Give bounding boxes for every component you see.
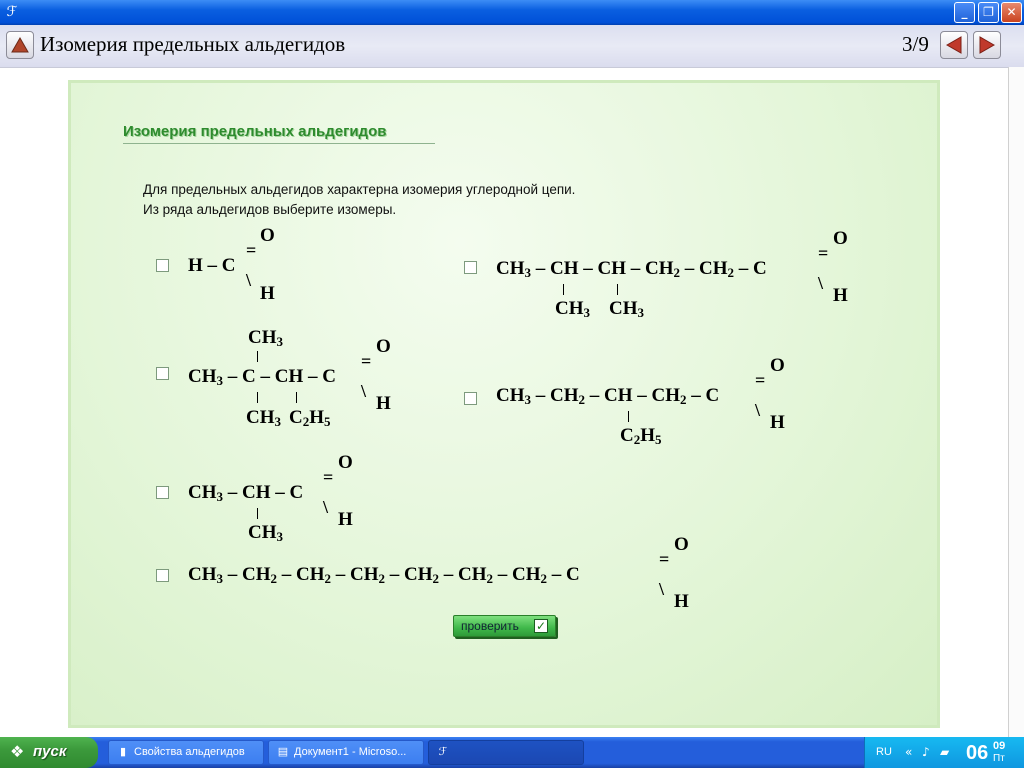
- option-3-branch: $CH_3$: [246, 407, 281, 429]
- branch-bond: [628, 411, 629, 422]
- minimize-button[interactable]: _: [954, 2, 975, 23]
- title-underline: [123, 143, 435, 144]
- option-2-branch: $CH_3$: [609, 298, 644, 320]
- option-4-checkbox[interactable]: [464, 392, 477, 405]
- option-3-top-branch: $CH_3$: [248, 327, 283, 349]
- intro-text: Для предельных альдегидов характерна изомерия углеродной цепи.: [143, 182, 576, 197]
- instruction-text: Из ряда альдегидов выберите изомеры.: [143, 202, 397, 217]
- option-1-formula: H – C: [188, 255, 236, 276]
- option-4-branch: $C_2H_5$: [620, 425, 662, 447]
- branch-bond: [563, 284, 564, 295]
- slide-title: Изомерия предельных альдегидов: [123, 123, 387, 140]
- presentation-header: [0, 25, 1024, 68]
- header-title: Изомерия предельных альдегидов: [40, 32, 346, 56]
- checkmark-icon: ✓: [535, 619, 547, 633]
- single-bond: \: [361, 381, 367, 401]
- branch-bond: [257, 508, 258, 519]
- option-3-oxygen: O: [376, 336, 391, 357]
- window-titlebar: [0, 0, 1024, 25]
- slide-panel: [68, 80, 940, 728]
- branch-bond: [257, 392, 258, 403]
- option-6-oxygen: O: [674, 534, 689, 555]
- check-button-label: проверить: [461, 619, 519, 633]
- page-counter: 3/9: [902, 32, 929, 56]
- language-indicator[interactable]: RU: [876, 746, 892, 758]
- option-1-oxygen: O: [260, 225, 275, 246]
- option-2-checkbox[interactable]: [464, 261, 477, 274]
- triangle-up-icon: [10, 35, 30, 55]
- app-icon: ℱ: [438, 746, 448, 758]
- double-bond: =: [818, 243, 829, 263]
- option-1-checkbox[interactable]: [156, 259, 169, 272]
- option-5-oxygen: O: [338, 452, 353, 473]
- option-6-hydrogen: H: [674, 591, 689, 612]
- option-2-hydrogen: H: [833, 285, 848, 306]
- branch-bond: [257, 351, 258, 362]
- option-5-branch: $CH_3$: [248, 522, 283, 544]
- check-button[interactable]: [453, 615, 556, 637]
- option-4-hydrogen: H: [770, 412, 785, 433]
- option-2-formula: $CH_3$ – CH – CH – $CH_2 - CH_2$ – C: [496, 258, 767, 280]
- task-label: Документ1 - Microso...: [294, 746, 407, 758]
- option-2-oxygen: O: [833, 228, 848, 249]
- flag-icon[interactable]: ▰: [940, 745, 950, 759]
- option-5-checkbox[interactable]: [156, 486, 169, 499]
- taskbar-item-word[interactable]: [268, 740, 424, 765]
- speaker-icon[interactable]: ♪: [922, 745, 930, 759]
- option-3-checkbox[interactable]: [156, 367, 169, 380]
- double-bond: =: [755, 370, 766, 390]
- single-bond: \: [323, 497, 329, 517]
- show-hidden-icons-icon[interactable]: «: [905, 745, 913, 759]
- taskbar-item-folder[interactable]: [108, 740, 264, 765]
- single-bond: \: [818, 273, 824, 293]
- double-bond: =: [361, 351, 372, 371]
- start-label: пуск: [33, 743, 67, 760]
- option-6-checkbox[interactable]: [156, 569, 169, 582]
- option-4-formula: $CH_3 - CH_2$ – CH – $CH_2$ – C: [496, 385, 720, 407]
- next-slide-button[interactable]: [973, 31, 1001, 59]
- option-5-hydrogen: H: [338, 509, 353, 530]
- windows-logo-icon: ❖: [10, 742, 25, 761]
- system-tray: [864, 737, 1024, 768]
- clock-day: Пт: [993, 753, 1005, 764]
- arrow-right-icon: [977, 35, 997, 55]
- option-5-formula: $CH_3$ – CH – C: [188, 482, 304, 504]
- folder-icon: ▮: [119, 746, 127, 758]
- close-button[interactable]: ✕: [1001, 2, 1022, 23]
- option-3-hydrogen: H: [376, 393, 391, 414]
- single-bond: \: [755, 400, 761, 420]
- scrollbar[interactable]: [1008, 67, 1024, 737]
- option-6-formula: $CH_3 - CH_2 - CH_2 - CH_2 - CH_2 - CH_2 - CH_2$ – C: [188, 564, 580, 586]
- option-4-oxygen: O: [770, 355, 785, 376]
- single-bond: \: [659, 579, 665, 599]
- word-document-icon: ▤: [277, 746, 289, 758]
- start-button[interactable]: [0, 737, 98, 768]
- clock-minutes: 09: [993, 740, 1006, 752]
- option-3-branch: $C_2H_5$: [289, 407, 331, 429]
- double-bond: =: [323, 467, 334, 487]
- double-bond: =: [246, 240, 257, 260]
- task-label: Свойства альдегидов: [134, 746, 245, 758]
- arrow-left-icon: [944, 35, 964, 55]
- maximize-button[interactable]: ❐: [978, 2, 999, 23]
- option-2-branch: $CH_3$: [555, 298, 590, 320]
- prev-slide-button[interactable]: [940, 31, 968, 59]
- double-bond: =: [659, 549, 670, 569]
- home-button[interactable]: [6, 31, 34, 59]
- branch-bond: [296, 392, 297, 403]
- taskbar: [0, 737, 1024, 768]
- option-3-formula: $CH_3$ – C – CH – C: [188, 366, 336, 388]
- app-icon[interactable]: ℱ: [6, 4, 18, 20]
- branch-bond: [617, 284, 618, 295]
- clock-hours[interactable]: 06: [966, 742, 989, 764]
- single-bond: \: [246, 270, 252, 290]
- taskbar-item-presentation[interactable]: [428, 740, 584, 765]
- option-1-hydrogen: H: [260, 283, 275, 304]
